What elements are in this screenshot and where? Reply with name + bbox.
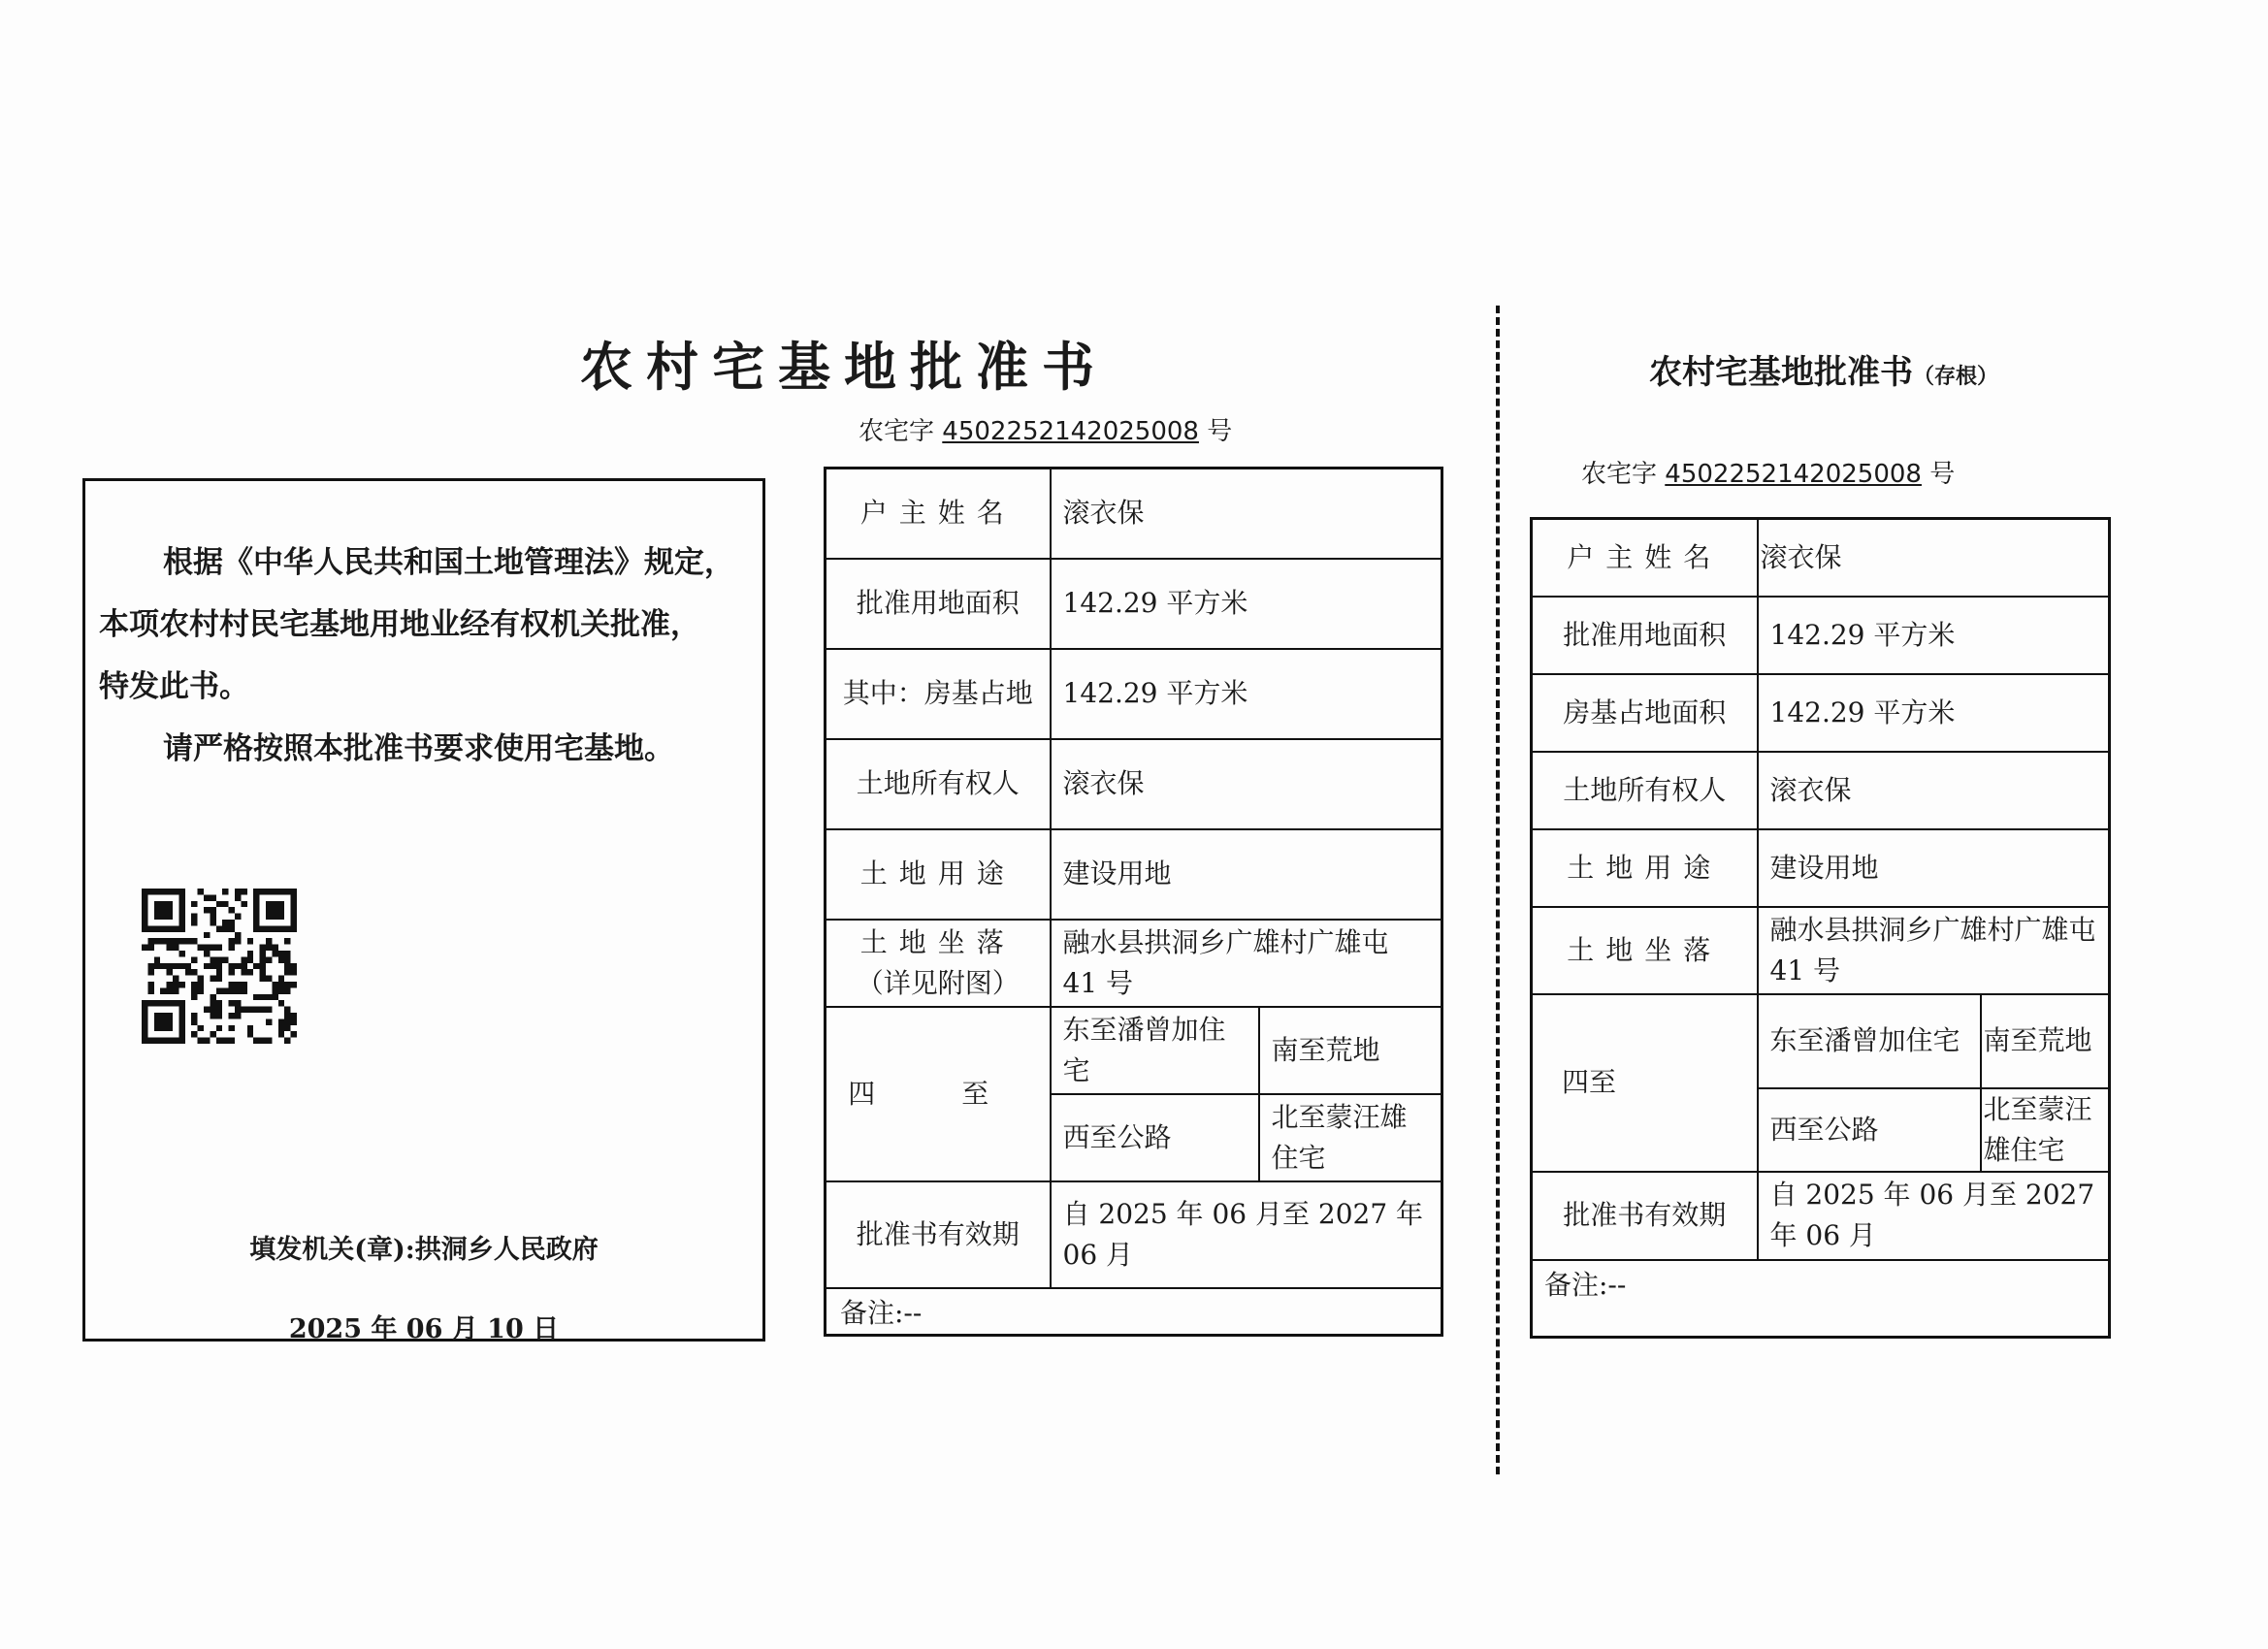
location-label: 土地坐落 (859, 925, 1016, 958)
stub-doc-number: 4502252142025008 (1665, 460, 1922, 489)
area-label: 批准用地面积 (826, 559, 1051, 649)
stub-west-bound: 西至公路 (1758, 1088, 1981, 1172)
table-row (1532, 674, 2110, 752)
validity-label: 批准书有效期 (826, 1181, 1051, 1288)
stub-doc-suffix: 号 (1929, 460, 1956, 489)
stub-validity-label: 批准书有效期 (1532, 1172, 1758, 1260)
house-area-label: 其中：房基占地 (826, 649, 1051, 739)
stub-house-area-value: 142.29 平方米 (1758, 674, 2110, 752)
stub-land-owner-value: 滚衣保 (1758, 752, 2110, 829)
table-row (1532, 907, 2110, 994)
table-row (826, 469, 1442, 559)
west-bound: 西至公路 (1051, 1094, 1259, 1181)
stub-east-bound: 东至潘曾加住宅 (1758, 994, 1981, 1088)
table-row (826, 649, 1442, 739)
usage-value: 建设用地 (1051, 829, 1442, 920)
table-row (1532, 1260, 2110, 1338)
stub-area-label: 批准用地面积 (1532, 597, 1758, 674)
east-bound: 东至潘曾加住宅 (1051, 1007, 1259, 1094)
table-row (826, 829, 1442, 920)
stub-tag: （存根） (1913, 365, 1999, 389)
table-row (826, 559, 1442, 649)
qr-code (142, 889, 297, 1044)
issue-date: 2025 年 06 月 10 日 (288, 1314, 560, 1344)
perforation-line (1496, 306, 1500, 1474)
doc-suffix: 号 (1207, 417, 1233, 446)
stub-validity-value: 自 2025 年 06 月至 2027 年 06 月 (1758, 1172, 2110, 1260)
south-bound: 南至荒地 (1259, 1007, 1442, 1094)
stub-notes-value: 备注:-- (1532, 1260, 2110, 1338)
location-value: 融水县拱洞乡广雄村广雄屯 41 号 (1051, 920, 1442, 1007)
table-row (1532, 829, 2110, 907)
land-owner-label: 土地所有权人 (826, 739, 1051, 829)
stub-table (1530, 517, 2111, 1339)
north-bound: 北至蒙汪雄住宅 (1259, 1094, 1442, 1181)
certificate-title: 农村宅基地批准书 (580, 336, 1108, 398)
notice-line-2: 本项农村村民宅基地用地业经有权机关批准， (99, 607, 700, 642)
table-row (826, 1288, 1442, 1336)
usage-label: 土地用途 (826, 829, 1051, 920)
table-row (1532, 994, 2110, 1088)
table-row (826, 1007, 1442, 1094)
stub-owner-label: 户主姓名 (1532, 519, 1758, 597)
notice-box (82, 478, 765, 1342)
owner-label: 户主姓名 (826, 469, 1051, 559)
notes-value: 备注:-- (826, 1288, 1442, 1336)
validity-value: 自 2025 年 06 月至 2027 年 06 月 (1051, 1181, 1442, 1288)
location-label-cell (826, 920, 1051, 1007)
issuing-authority: 填发机关(章):拱洞乡人民政府 (249, 1235, 599, 1265)
stub-south-bound: 南至荒地 (1981, 994, 2110, 1088)
owner-value: 滚衣保 (1051, 469, 1442, 559)
stub-location-value: 融水县拱洞乡广雄村广雄屯 41 号 (1758, 907, 2110, 994)
doc-number: 4502252142025008 (942, 417, 1199, 446)
table-row (1532, 597, 2110, 674)
table-row (826, 1181, 1442, 1288)
notice-text (99, 532, 759, 780)
stub-land-owner-label: 土地所有权人 (1532, 752, 1758, 829)
area-value: 142.29 平方米 (1051, 559, 1442, 649)
stub-owner-value: 滚衣保 (1758, 519, 2110, 597)
stub-title-line (1649, 345, 2154, 393)
certificate-table (824, 467, 1443, 1337)
stub-bounds-label: 四至 (1532, 994, 1758, 1172)
stub-title: 农村宅基地批准书 (1649, 353, 1913, 392)
stub-north-bound: 北至蒙汪雄住宅 (1981, 1088, 2110, 1172)
stub-location-label: 土地坐落 (1532, 907, 1758, 994)
house-area-value: 142.29 平方米 (1051, 649, 1442, 739)
table-row (826, 739, 1442, 829)
stub-document-number-line (1581, 454, 1955, 490)
land-owner-value: 滚衣保 (1051, 739, 1442, 829)
table-row (1532, 519, 2110, 597)
notice-line-3: 特发此书。 (99, 669, 249, 704)
stub-usage-label: 土地用途 (1532, 829, 1758, 907)
stub-house-area-label: 房基占地面积 (1532, 674, 1758, 752)
stub-doc-prefix: 农宅字 (1581, 460, 1658, 489)
bounds-label: 四 至 (826, 1007, 1051, 1181)
table-row (1532, 1172, 2110, 1260)
doc-prefix: 农宅字 (859, 417, 935, 446)
notice-line-1: 根据《中华人民共和国土地管理法》规定， (163, 545, 734, 580)
stub-usage-value: 建设用地 (1758, 829, 2110, 907)
table-row (826, 920, 1442, 1007)
table-row (1532, 752, 2110, 829)
notice-line-4: 请严格按照本批准书要求使用宅基地。 (163, 731, 674, 766)
document-number-line (859, 411, 1232, 447)
stub-area-value: 142.29 平方米 (1758, 597, 2110, 674)
location-sub-label: （详见附图） (856, 966, 1020, 999)
